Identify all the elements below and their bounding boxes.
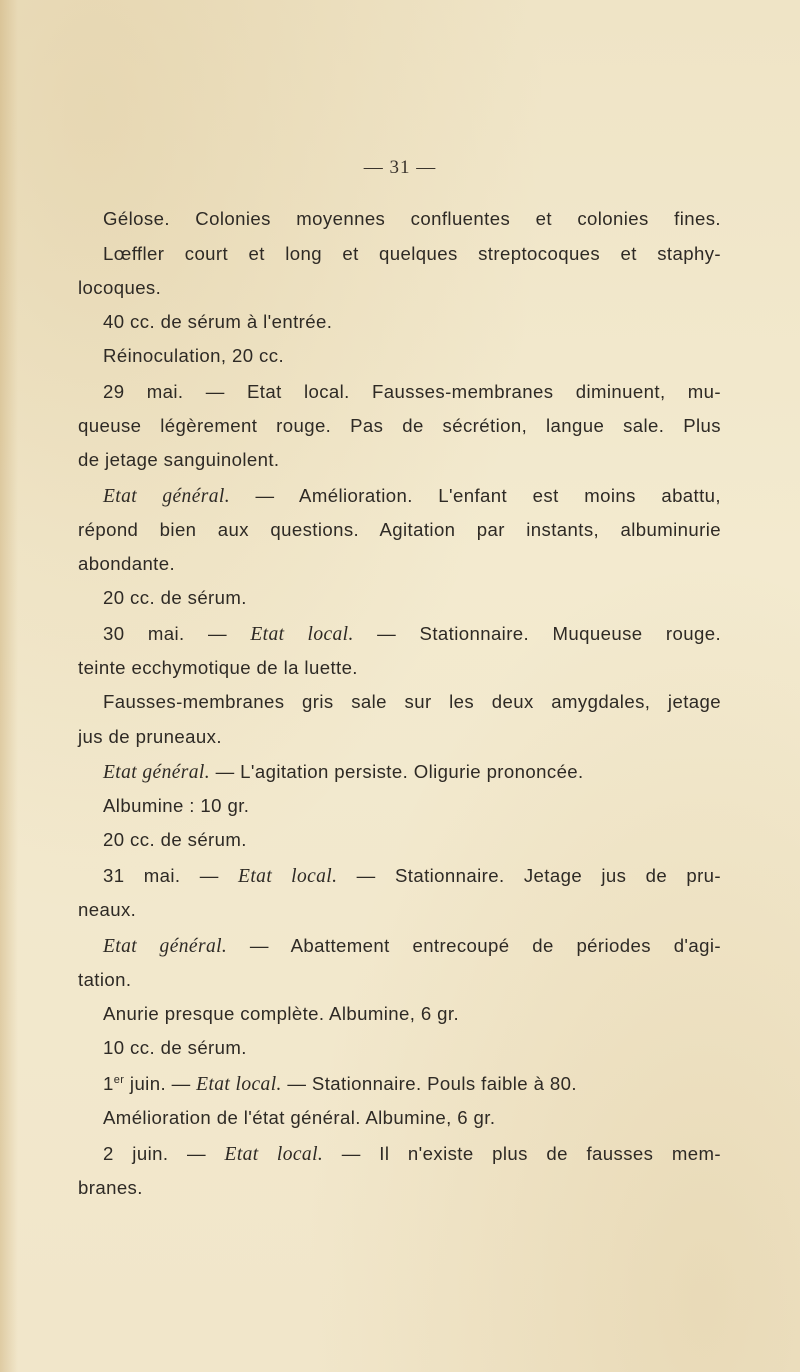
text-line (103, 621, 721, 648)
text-line: Réinoculation, 20 cc. (103, 345, 285, 366)
text-line: Amélioration de l'état général. Albumine, 6 gr. (103, 1107, 496, 1128)
text-run: — L'agitation persiste. Oligurie prononcée. (210, 761, 584, 782)
text-line: abondante. (78, 553, 176, 574)
text-line: neaux. (78, 899, 137, 920)
text-run: 31 mai. — (103, 865, 239, 886)
ordinal-superscript: er (113, 1073, 125, 1086)
text-run: — Abattement entrecoupé de périodes d'agi- (227, 935, 721, 956)
section-label-etat-local: Etat local. (238, 866, 338, 887)
text-run: — Amélioration. L'enfant est moins abattu, (230, 485, 721, 506)
text-line: Gélose. Colonies moyennes confluentes et colonies fines. (103, 208, 721, 229)
text-line: Lœffler court et long et quelques streptocoques et staphy- (103, 243, 721, 264)
text-line: Anurie presque complète. Albumine, 6 gr. (103, 1003, 460, 1024)
text-run: 1 (103, 1073, 114, 1094)
text-line (103, 1071, 577, 1098)
section-label-etat-general: Etat général. (103, 762, 211, 783)
section-label-etat-local: Etat local. (250, 624, 354, 645)
text-line: branes. (78, 1177, 143, 1198)
text-line: locoques. (78, 277, 162, 298)
text-run: — Il n'existe plus de fausses mem- (323, 1143, 722, 1164)
text-line: jus de pruneaux. (78, 726, 222, 747)
section-label-etat-general: Etat général. (103, 486, 230, 507)
text-run: — Stationnaire. Muqueuse rouge. (353, 623, 722, 644)
text-line: teinte ecchymotique de la luette. (78, 657, 358, 678)
text-line (103, 1141, 721, 1168)
text-line (103, 933, 721, 960)
text-line: 29 mai. — Etat local. Fausses-membranes diminuent, mu- (103, 381, 721, 402)
page-edge-shadow (0, 0, 18, 1372)
text-run: juin. — (124, 1073, 197, 1094)
section-label-etat-local: Etat local. (224, 1144, 324, 1165)
text-line: queuse légèrement rouge. Pas de sécrétion, langue sale. Plus (78, 415, 721, 436)
text-line: 40 cc. de sérum à l'entrée. (103, 311, 333, 332)
text-line (103, 863, 721, 890)
text-line: répond bien aux questions. Agitation par instants, albuminurie (78, 519, 721, 540)
text-run: 30 mai. — (103, 623, 251, 644)
text-line: Fausses-membranes gris sale sur les deux amygdales, jetage (103, 691, 721, 712)
section-label-etat-local: Etat local. (196, 1074, 282, 1095)
page-number: — 31 — (363, 157, 437, 178)
text-line: Albumine : 10 gr. (103, 795, 250, 816)
text-line: 20 cc. de sérum. (103, 829, 247, 850)
text-run: — Stationnaire. Jetage jus de pru- (337, 865, 722, 886)
text-run: 2 juin. — (103, 1143, 225, 1164)
text-line (103, 483, 721, 510)
text-run: — Stationnaire. Pouls faible à 80. (281, 1073, 577, 1094)
section-label-etat-general: Etat général. (103, 936, 228, 957)
text-line: 20 cc. de sérum. (103, 587, 247, 608)
text-line: tation. (78, 969, 132, 990)
text-line: 10 cc. de sérum. (103, 1037, 247, 1058)
text-line: de jetage sanguinolent. (78, 449, 280, 470)
text-line (103, 759, 584, 786)
